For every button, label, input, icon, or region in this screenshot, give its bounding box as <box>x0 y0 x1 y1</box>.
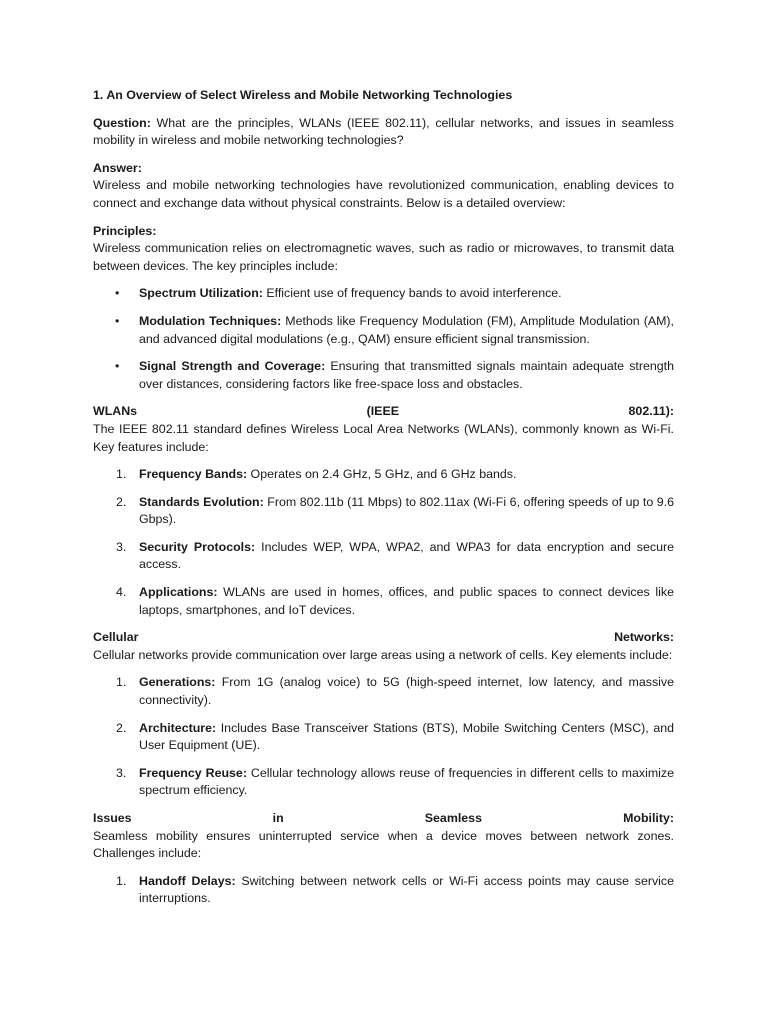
list-number: 1. <box>116 873 127 888</box>
list-number: 4. <box>116 585 127 600</box>
principles-label: Principles: <box>93 223 157 238</box>
list-item-text: Cellular technology allows reuse of frequencies in different cells to maximize spectrum efficiency. <box>139 765 674 798</box>
list-item-text: Methods like Frequency Modulation (FM), Amplitude Modulation (AM), and advanced digital modulations (e.g., QAM) ensure efficient signal transmission. <box>139 313 674 346</box>
heading-word: Issues <box>93 811 132 825</box>
answer-label: Answer: <box>93 160 142 175</box>
list-number: 3. <box>116 539 127 554</box>
principles-paragraph <box>93 223 674 276</box>
list-item <box>115 313 674 348</box>
list-item-term: Spectrum Utilization: <box>139 286 263 301</box>
heading-word: Mobility: <box>623 811 674 825</box>
document-title: 1. An Overview of Select Wireless and Mobile Networking Technologies <box>93 88 513 102</box>
answer-paragraph <box>93 160 674 213</box>
list-item-term: Architecture: <box>139 720 217 735</box>
list-item-term: Modulation Techniques: <box>139 313 282 328</box>
list-item <box>116 494 675 529</box>
list-item <box>115 285 674 303</box>
heading-word: WLANs <box>93 404 138 419</box>
heading-word: (IEEE <box>366 404 399 419</box>
wlans-list <box>93 466 674 619</box>
cellular-section <box>93 629 674 800</box>
list-number: 1. <box>116 467 127 482</box>
list-number: 2. <box>116 720 127 735</box>
list-item <box>116 584 674 619</box>
principles-text: Wireless communication relies on electromagnetic waves, such as radio or microwaves, to transmit data between devices. The key principles include: <box>93 241 674 273</box>
question-text: What are the principles, WLANs (IEEE 802.11), cellular networks, and issues in seamless mobility in wireless and mobile networking technologies? <box>93 115 674 148</box>
heading-word: 802.11): <box>628 404 674 419</box>
heading-word: Networks: <box>614 630 674 645</box>
list-item-term: Handoff Delays: <box>139 873 236 888</box>
mobility-heading <box>93 810 674 828</box>
cellular-heading <box>93 629 674 647</box>
list-item-text: From 802.11b (11 Mbps) to 802.11ax (Wi-Fi 6, offering speeds of up to 9.6 Gbps). <box>139 494 675 527</box>
list-item <box>116 674 674 709</box>
list-item-term: Signal Strength and Coverage: <box>139 359 326 374</box>
document-body <box>93 87 674 918</box>
list-item-text: Operates on 2.4 GHz, 5 GHz, and 6 GHz bands. <box>247 467 517 482</box>
list-item <box>116 765 674 800</box>
answer-text: Wireless and mobile networking technologies have revolutionized communication, enabling devices to connect and exchange data without physical constraints. Below is a detailed overview: <box>93 178 674 210</box>
list-item-term: Applications: <box>139 585 218 600</box>
list-item <box>116 539 675 574</box>
question-label: Question: <box>93 115 151 130</box>
wlans-section <box>93 403 674 619</box>
list-item-text: WLANs are used in homes, offices, and public spaces to connect devices like laptops, smartphones, and IoT devices. <box>139 585 674 617</box>
heading-word: Seamless <box>424 811 482 825</box>
mobility-section <box>93 810 674 908</box>
heading-word: Cellular <box>93 630 139 645</box>
list-item-text: Efficient use of frequency bands to avoid interference. <box>262 286 562 301</box>
list-item-text: From 1G (analog voice) to 5G (high-speed internet, low latency, and massive connectivity). <box>139 675 674 708</box>
wlans-text: The IEEE 802.11 standard defines Wireless Local Area Networks (WLANs), commonly known as Wi-Fi. Key features include: <box>93 421 674 454</box>
mobility-text: Seamless mobility ensures uninterrupted service when a device moves between network zones. Challenges include: <box>93 828 674 861</box>
list-number: 3. <box>116 765 127 780</box>
wlans-heading <box>93 403 674 421</box>
bullet-icon: • <box>115 313 120 328</box>
cellular-text: Cellular networks provide communication over large areas using a network of cells. Key elements include: <box>93 647 673 662</box>
mobility-list <box>93 873 674 908</box>
list-item-text: Includes WEP, WPA, WPA2, and WPA3 for data encryption and secure access. <box>139 539 675 572</box>
list-item <box>116 466 674 484</box>
list-number: 2. <box>116 494 127 509</box>
list-item-text: Switching between network cells or Wi-Fi access points may cause service interruptions. <box>139 873 674 906</box>
heading-word: in <box>272 811 284 825</box>
principles-list <box>93 285 674 393</box>
list-item-text: Ensuring that transmitted signals maintain adequate strength over distances, considering factors like free-space loss and obstacles. <box>139 359 674 391</box>
list-item-term: Frequency Reuse: <box>139 765 247 780</box>
list-item-term: Generations: <box>139 675 216 690</box>
list-item-term: Frequency Bands: <box>139 467 248 482</box>
question-paragraph <box>93 115 674 150</box>
list-number: 1. <box>116 675 127 690</box>
bullet-icon: • <box>115 359 120 374</box>
list-item <box>116 720 674 755</box>
list-item <box>115 358 674 393</box>
list-item-term: Security Protocols: <box>139 539 256 554</box>
list-item-text: Includes Base Transceiver Stations (BTS), Mobile Switching Centers (MSC), and User Equipment (UE). <box>139 720 674 753</box>
bullet-icon: • <box>115 286 120 301</box>
list-item <box>116 873 674 908</box>
list-item-term: Standards Evolution: <box>139 494 264 509</box>
cellular-list <box>93 674 674 800</box>
